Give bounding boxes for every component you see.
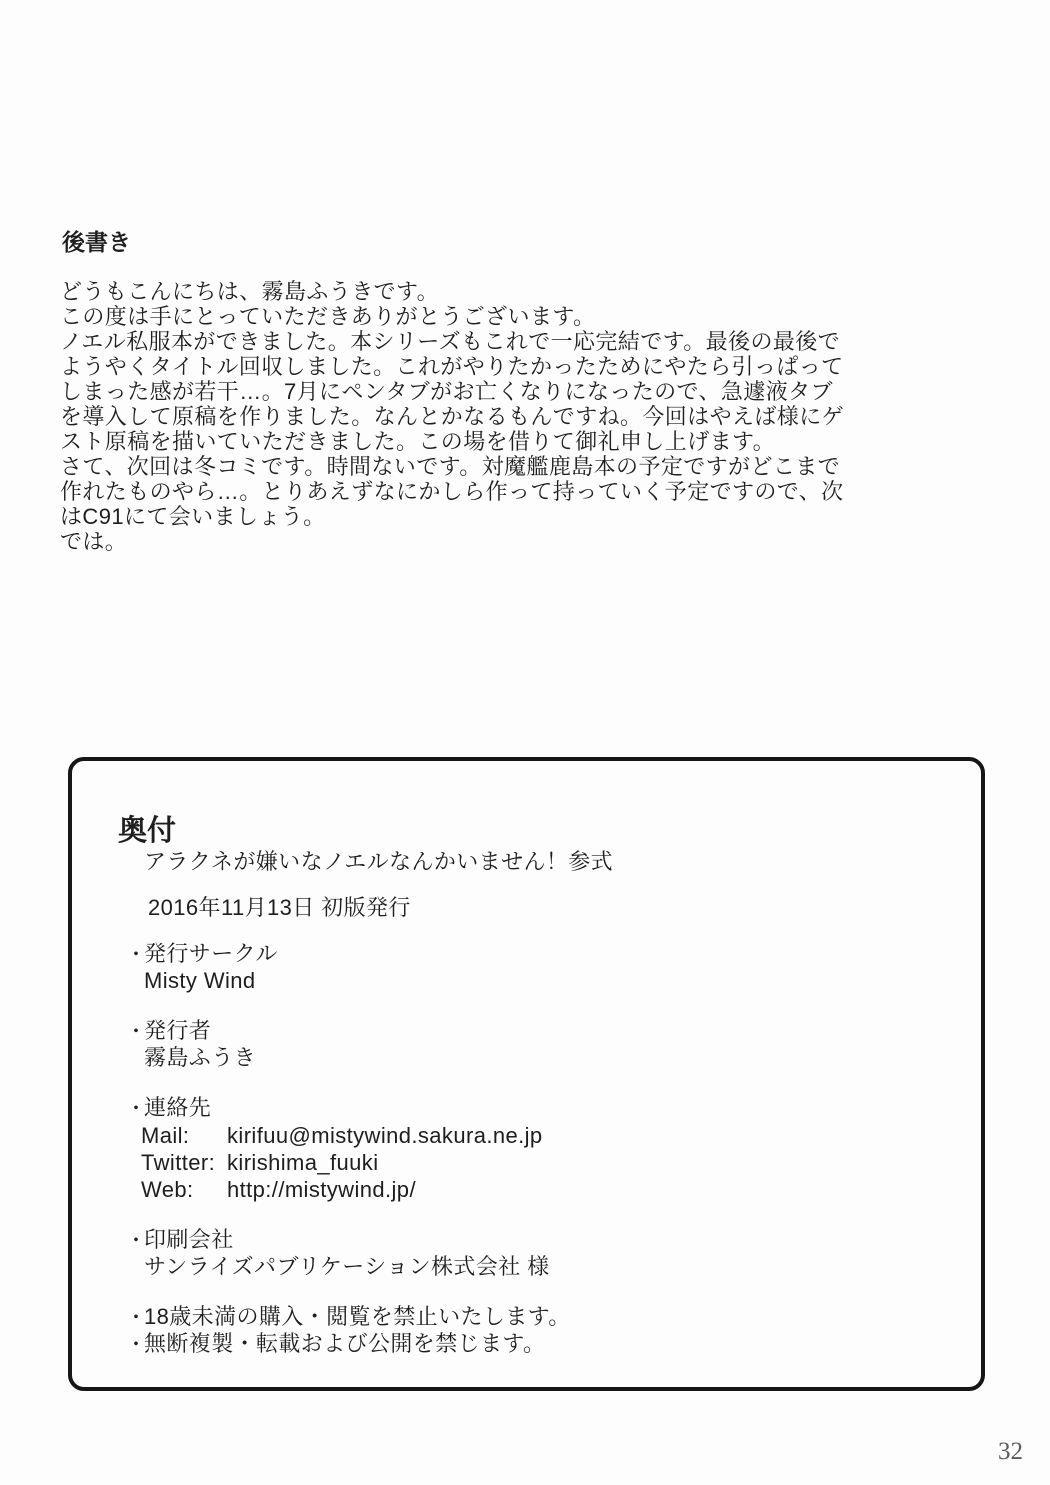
age-restriction-notice: 18歳未満の購入・閲覧を禁止いたします。 (144, 1304, 571, 1329)
contact-key: Mail: (141, 1123, 190, 1148)
colophon-box (68, 757, 985, 1391)
section-age-notice (126, 1304, 946, 1331)
afterword-line: この度は手にとっていただきありがとうございます。 (60, 304, 596, 329)
section-publisher (126, 1018, 946, 1071)
mail-address: kirifuu@mistywind.sakura.ne.jp (227, 1123, 543, 1148)
afterword-line: しまった感が若干…。7月にペンタブがお亡くなりになったので、急遽液タブ (60, 379, 833, 404)
book-title: アラクネが嫌いなノエルなんかいません！参式 (144, 849, 614, 874)
section-printer (126, 1227, 946, 1280)
section-label: 印刷会社 (144, 1227, 234, 1252)
afterword-line: さて、次回は冬コミです。時間ないです。対魔艦鹿島本の予定ですがどこまで (60, 454, 841, 479)
contact-key: Web: (141, 1177, 194, 1202)
afterword-line: はC91にて会いましょう。 (60, 504, 326, 529)
bullet-icon: ・ (126, 1098, 147, 1120)
circle-name: Misty Wind (144, 968, 256, 993)
afterword-line: スト原稿を描いていただきました。この場を借りて御礼申し上げます。 (60, 429, 776, 454)
colophon-sections (126, 941, 946, 1358)
printer-name: サンライズパブリケーション株式会社 様 (144, 1254, 550, 1279)
bullet-icon: ・ (126, 1334, 147, 1356)
contact-rows (141, 1122, 946, 1203)
section-contact (126, 1095, 946, 1203)
twitter-handle: kirishima_fuuki (227, 1150, 379, 1175)
bullet-icon: ・ (126, 1307, 147, 1329)
afterword-line: 作れたものやら…。とりあえずなにかしら作って持っていく予定ですので、次 (60, 479, 844, 504)
section-label: 発行者 (144, 1018, 212, 1043)
colophon-heading: 奥付 (118, 815, 177, 848)
bullet-icon: ・ (126, 944, 147, 966)
section-label: 連絡先 (144, 1095, 212, 1120)
afterword-line: では。 (60, 529, 128, 554)
afterword-line: ノエル私服本ができました。本シリーズもこれで一応完結です。最後の最後で (60, 329, 841, 354)
afterword-line: どうもこんにちは、霧島ふうきです。 (60, 279, 440, 304)
website-url: http://mistywind.jp/ (227, 1177, 416, 1202)
section-circle (126, 941, 946, 994)
afterword-line: を導入して原稿を作りました。なんとかなるもんですね。今回はやえば様にゲ (60, 404, 845, 429)
section-copyright-notice (126, 1331, 946, 1358)
contact-key: Twitter: (141, 1150, 216, 1175)
contact-row-mail (141, 1122, 946, 1149)
afterword-line: ようやくタイトル回収しました。これがやりたかったためにやたら引っぱって (60, 354, 844, 379)
bullet-icon: ・ (126, 1021, 147, 1043)
publication-date: 2016年11月13日 初版発行 (148, 895, 411, 920)
page-number: 32 (998, 1438, 1023, 1465)
copyright-notice: 無断複製・転載および公開を禁じます。 (144, 1331, 546, 1356)
bullet-icon: ・ (126, 1230, 147, 1252)
section-label: 発行サークル (144, 941, 278, 966)
afterword-section (60, 230, 920, 554)
contact-row-twitter (141, 1149, 946, 1176)
publisher-name: 霧島ふうき (144, 1045, 257, 1070)
contact-row-web (141, 1176, 946, 1203)
afterword-body (60, 279, 920, 554)
afterword-heading: 後書き (62, 229, 131, 255)
